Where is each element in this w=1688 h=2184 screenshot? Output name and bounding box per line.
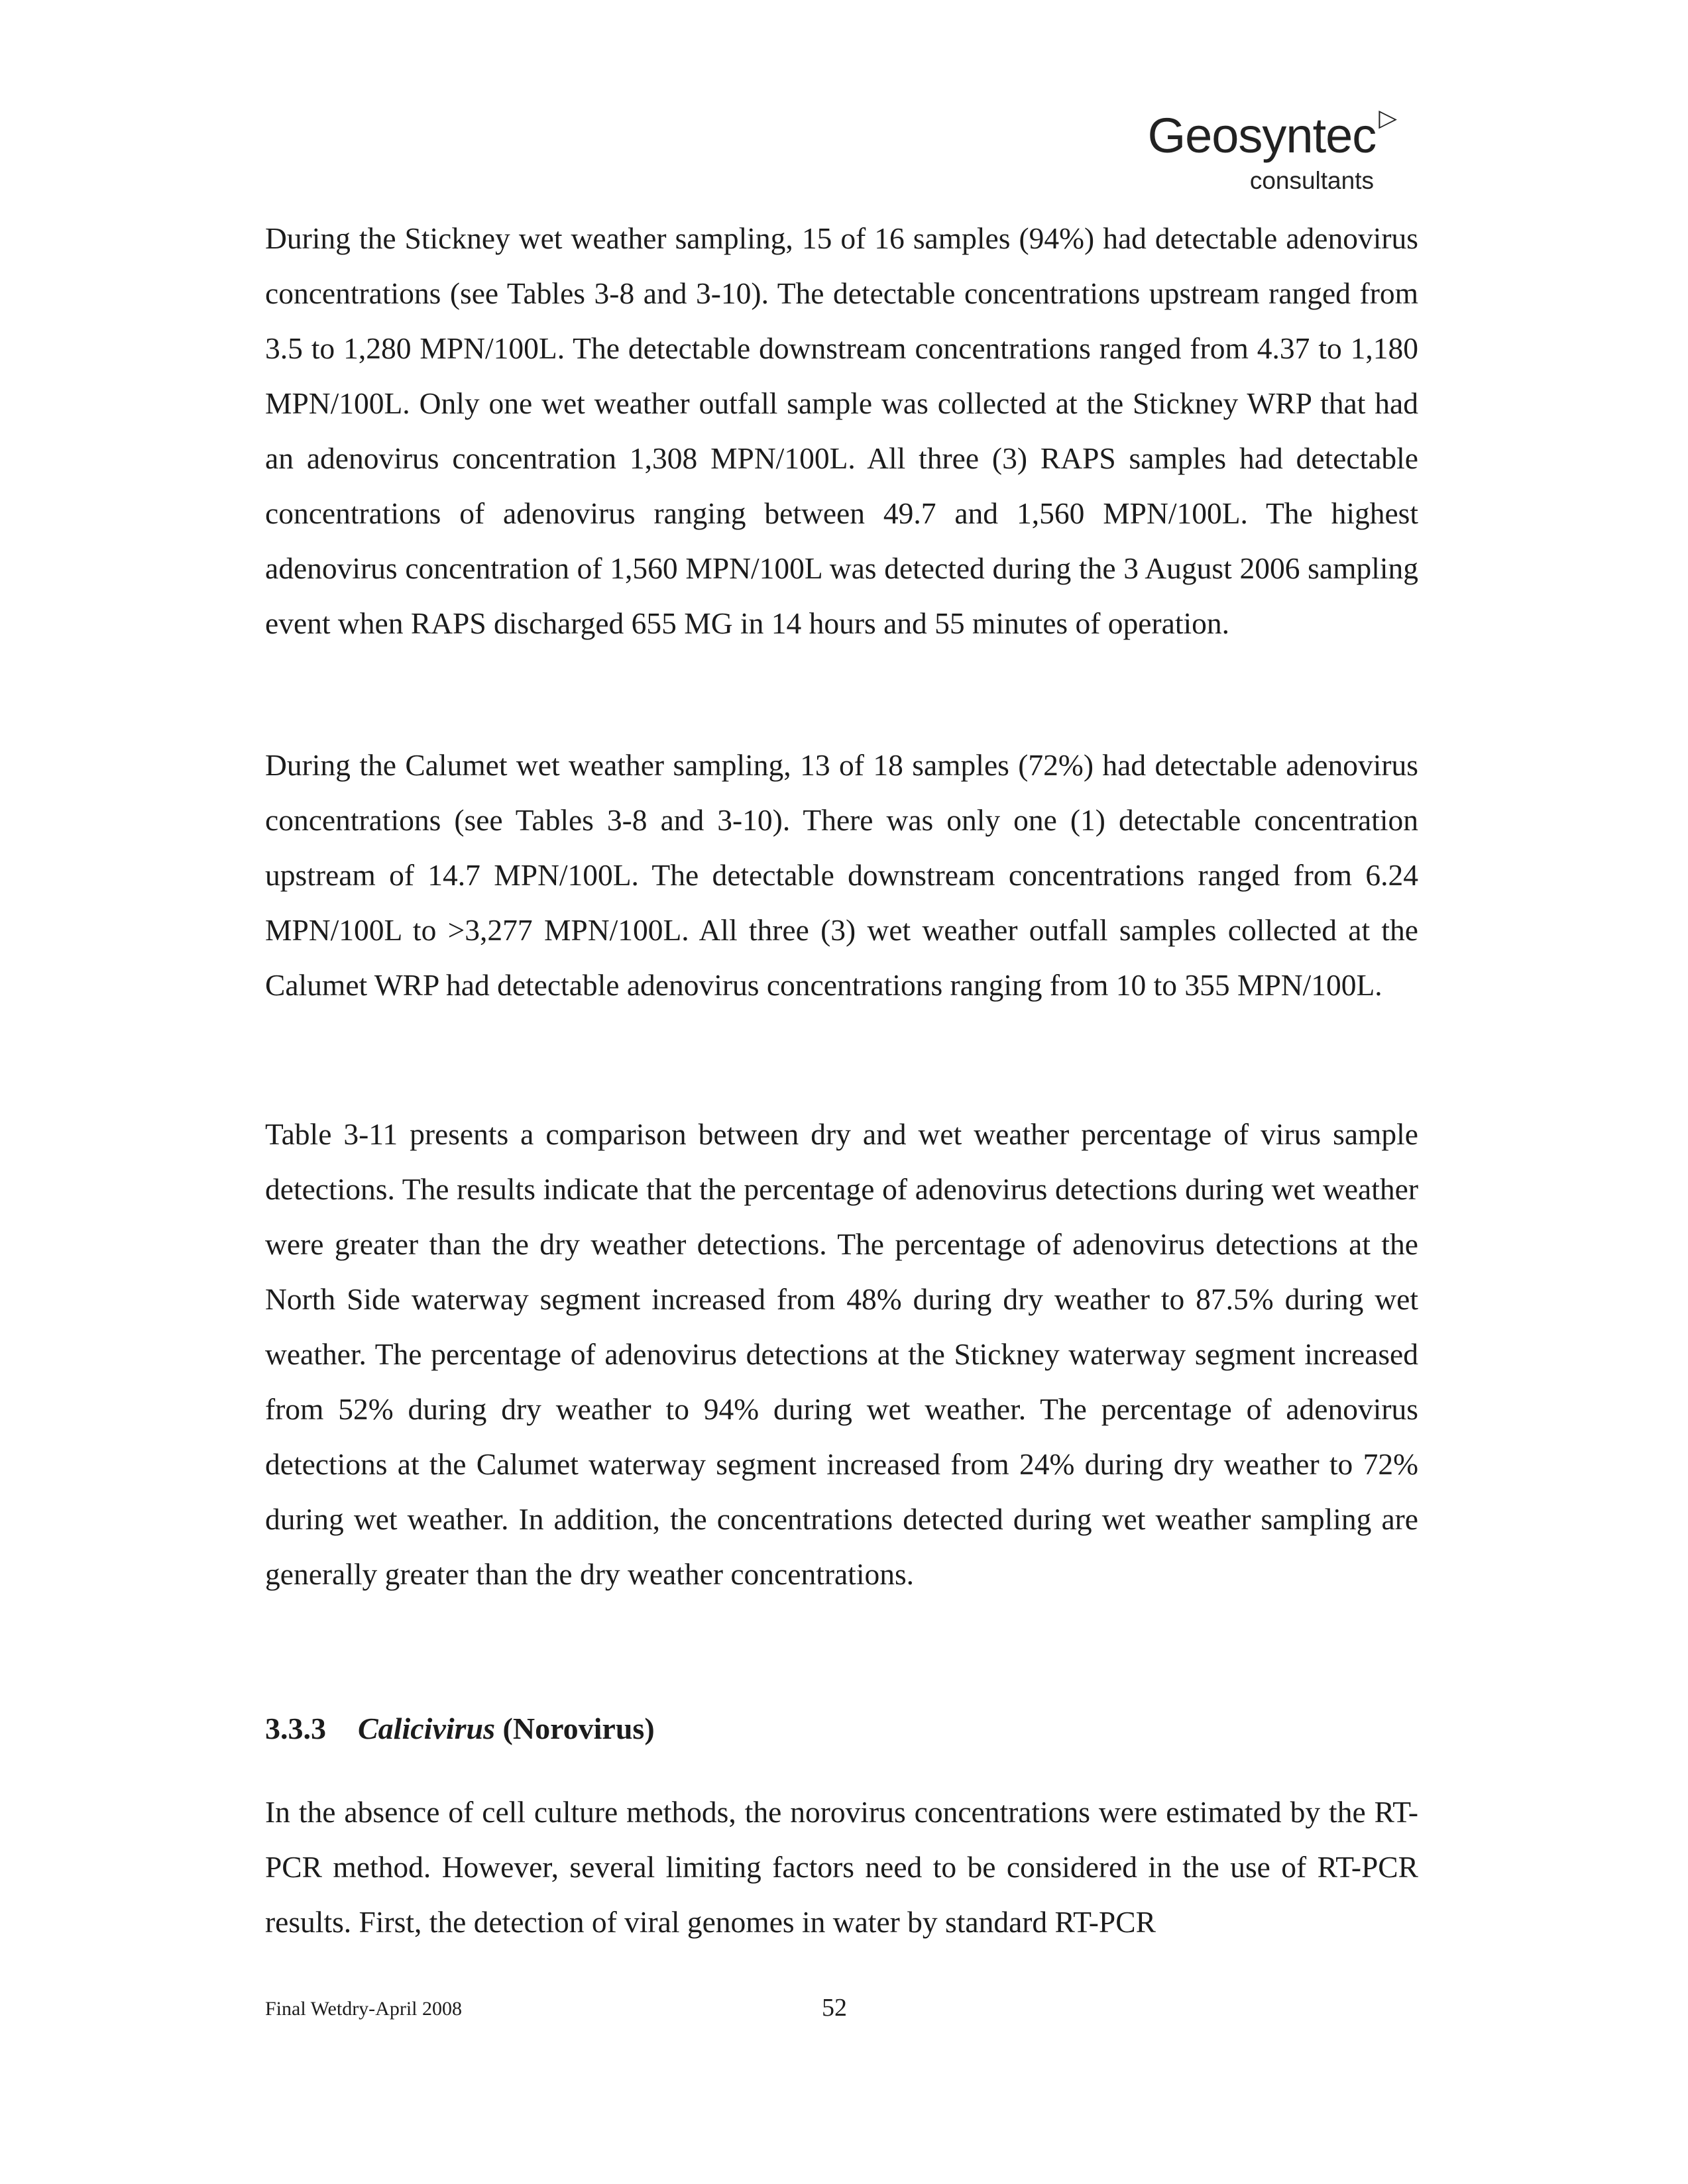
section-title-rest: (Norovirus)	[495, 1712, 655, 1745]
paragraph-comparison: Table 3-11 presents a comparison between dry and wet weather percentage of virus sample detections. The results indicate that the percentage of adenovirus detections during wet weather were greater than the dry weather detections. The percentage of adenovirus detections at the North Side waterway segment increased from 48% during dry weather to 87.5% during wet weather. The percentage of adenovirus detections at the Stickney waterway segment increased from 52% during dry weather to 94% during wet weather. The percentage of adenovirus detections at the Calumet waterway segment increased from 24% during dry weather to 72% during wet weather. In addition, the concentrations detected during wet weather sampling are generally greater than the dry weather concentrations.	[265, 1117, 1418, 1591]
section-heading	[265, 1711, 655, 1746]
paragraph-stickney: During the Stickney wet weather sampling, 15 of 16 samples (94%) had detectable adenovirus concentrations (see Tables 3-8 and 3-10). The detectable concentrations upstream ranged from 3.5 to 1,280 MPN/100L. The detectable downstream concentrations ranged from 4.37 to 1,180 MPN/100L. Only one wet weather outfall sample was collected at the Stickney WRP that had an adenovirus concentration 1,308 MPN/100L. All three (3) RAPS samples had detectable concentrations of adenovirus ranging between 49.7 and 1,560 MPN/100L. The highest adenovirus concentration of 1,560 MPN/100L was detected during the 3 August 2006 sampling event when RAPS discharged 655 MG in 14 hours and 55 minutes of operation.	[265, 221, 1418, 640]
paragraph-calumet: During the Calumet wet weather sampling, 13 of 18 samples (72%) had detectable adenovirus concentrations (see Tables 3-8 and 3-10). There was only one (1) detectable concentration upstream of 14.7 MPN/100L. The detectable downstream concentrations ranged from 6.24 MPN/100L to >3,277 MPN/100L. All three (3) wet weather outfall samples collected at the Calumet WRP had detectable adenovirus concentrations ranging from 10 to 355 MPN/100L.	[265, 748, 1418, 1002]
logo-subtitle: consultants	[1249, 167, 1374, 194]
company-logo	[1147, 104, 1396, 195]
logo-name: Geosyntec ▷	[1147, 104, 1396, 163]
logo-triangle-icon: ▷	[1379, 104, 1396, 131]
section-number: 3.3.3	[265, 1712, 326, 1745]
footer-document-label: Final Wetdry-April 2008	[265, 1998, 462, 2020]
page-number: 52	[822, 1994, 847, 2022]
section-title-italic: Calicivirus	[358, 1712, 496, 1745]
paragraph-norovirus: In the absence of cell culture methods, the norovirus concentrations were estimated by the RT-PCR method. However, several limiting factors need to be considered in the use of RT-PCR results. First, the detection of viral genomes in water by standard RT-PCR	[265, 1795, 1418, 1939]
